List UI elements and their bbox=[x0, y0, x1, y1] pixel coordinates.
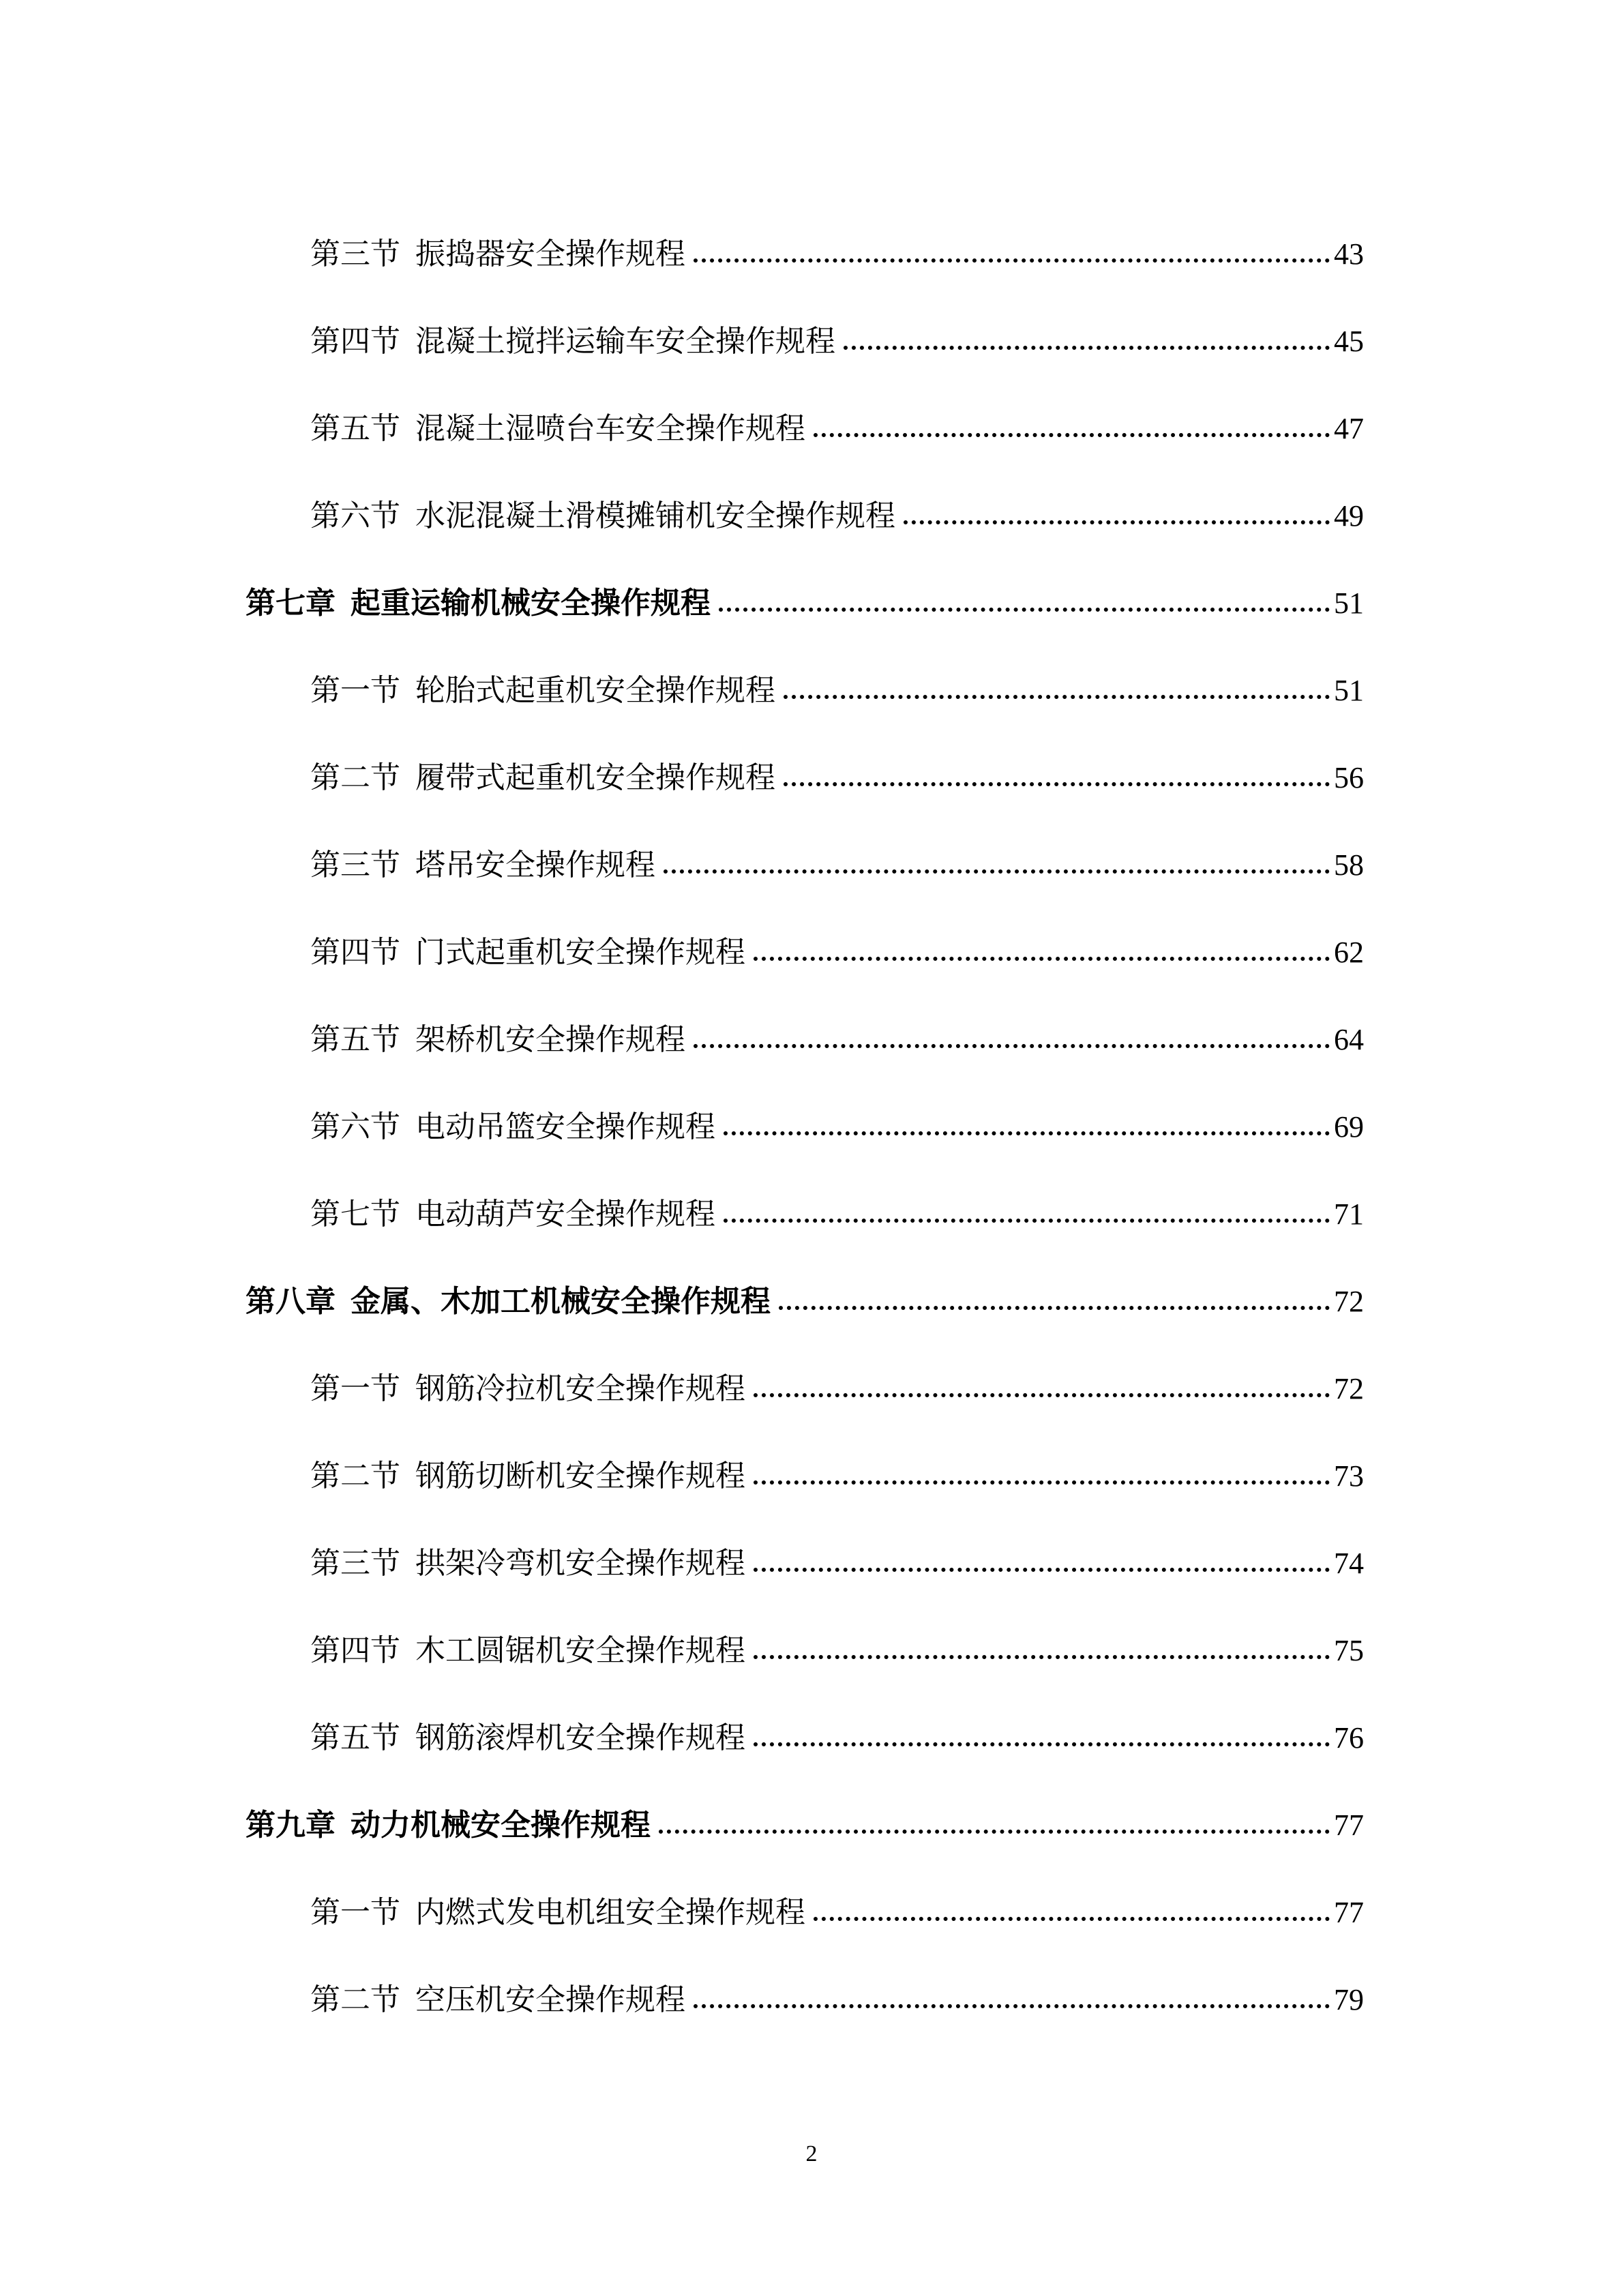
toc-entry-page: 71 bbox=[1334, 1197, 1364, 1231]
dot-leader bbox=[694, 258, 1330, 263]
dot-leader bbox=[724, 1131, 1330, 1135]
toc-entry-number: 第四节 bbox=[310, 1633, 400, 1668]
toc-entry[interactable] bbox=[310, 1973, 1364, 2027]
toc-entry-title: 拱架冷弯机安全操作规程 bbox=[415, 1546, 745, 1581]
dot-leader bbox=[814, 1917, 1330, 1921]
toc-entry[interactable] bbox=[310, 1362, 1364, 1416]
toc-entry-number: 第六节 bbox=[310, 498, 400, 533]
toc-entry-page: 77 bbox=[1334, 1896, 1364, 1929]
toc-entry[interactable] bbox=[310, 751, 1364, 805]
toc-entry-page: 69 bbox=[1334, 1110, 1364, 1144]
toc-entry-title: 内燃式发电机组安全操作规程 bbox=[415, 1895, 805, 1930]
toc-entry-title: 木工圆锯机安全操作规程 bbox=[415, 1633, 745, 1668]
toc-chapter-page: 77 bbox=[1334, 1808, 1364, 1842]
dot-leader bbox=[754, 1480, 1330, 1485]
toc-entry-title: 振捣器安全操作规程 bbox=[415, 237, 685, 271]
toc-entry-page: 51 bbox=[1334, 674, 1364, 707]
toc-entry-number: 第三节 bbox=[310, 848, 400, 882]
toc-entry-page: 45 bbox=[1334, 325, 1364, 358]
toc-chapter-page: 51 bbox=[1334, 586, 1364, 620]
dot-leader bbox=[754, 1568, 1330, 1572]
toc-entry[interactable] bbox=[310, 1449, 1364, 1504]
page-number: 2 bbox=[805, 2141, 818, 2166]
toc-entry-page: 47 bbox=[1334, 412, 1364, 445]
toc-entry-title: 架桥机安全操作规程 bbox=[415, 1022, 685, 1057]
toc-entry-page: 75 bbox=[1334, 1634, 1364, 1667]
toc-entry-title: 电动吊篮安全操作规程 bbox=[415, 1109, 715, 1144]
dot-leader bbox=[754, 1393, 1330, 1397]
dot-leader bbox=[694, 2004, 1330, 2008]
dot-leader bbox=[754, 1742, 1330, 1746]
toc-entry-title: 轮胎式起重机安全操作规程 bbox=[415, 673, 775, 708]
toc-entry-title: 钢筋切断机安全操作规程 bbox=[415, 1459, 745, 1493]
toc-entry[interactable] bbox=[310, 1536, 1364, 1591]
toc-entry-number: 第三节 bbox=[310, 1546, 400, 1581]
toc-entry[interactable] bbox=[310, 1187, 1364, 1242]
toc-entry[interactable] bbox=[310, 402, 1364, 456]
toc-entry-title: 门式起重机安全操作规程 bbox=[415, 935, 745, 970]
dot-leader bbox=[784, 782, 1330, 786]
toc-entry[interactable] bbox=[310, 1624, 1364, 1678]
toc-entry-number: 第四节 bbox=[310, 324, 400, 359]
dot-leader bbox=[779, 1306, 1330, 1310]
toc-entry-title: 水泥混凝土滑模摊铺机安全操作规程 bbox=[415, 498, 895, 533]
toc-entry[interactable] bbox=[310, 227, 1364, 282]
toc-chapter-title: 起重运输机械安全操作规程 bbox=[351, 586, 711, 621]
toc-entry-page: 73 bbox=[1334, 1459, 1364, 1493]
dot-leader bbox=[844, 346, 1330, 350]
toc-entry-page: 58 bbox=[1334, 848, 1364, 882]
dot-leader bbox=[754, 1655, 1330, 1659]
toc-entry-number: 第五节 bbox=[310, 1720, 400, 1755]
toc-entry-number: 第二节 bbox=[310, 760, 400, 795]
toc-entry[interactable] bbox=[310, 1711, 1364, 1765]
toc-entry-page: 64 bbox=[1334, 1023, 1364, 1056]
toc-chapter-page: 72 bbox=[1334, 1285, 1364, 1318]
toc-entry-page: 74 bbox=[1334, 1547, 1364, 1580]
toc-entry-title: 电动葫芦安全操作规程 bbox=[415, 1197, 715, 1232]
toc-entry-number: 第一节 bbox=[310, 673, 400, 708]
toc-entry-page: 72 bbox=[1334, 1372, 1364, 1405]
toc-entry-page: 56 bbox=[1334, 761, 1364, 794]
toc-entry-page: 76 bbox=[1334, 1721, 1364, 1755]
toc-entry[interactable] bbox=[310, 1100, 1364, 1154]
toc-entry-number: 第三节 bbox=[310, 237, 400, 271]
toc-entry-number: 第六节 bbox=[310, 1109, 400, 1144]
toc-entry-title: 混凝土湿喷台车安全操作规程 bbox=[415, 411, 805, 446]
toc-entry-title: 混凝土搅拌运输车安全操作规程 bbox=[415, 324, 835, 359]
toc-entry-number: 第二节 bbox=[310, 1459, 400, 1493]
toc-chapter-number: 第八章 bbox=[245, 1284, 336, 1319]
toc-chapter-title: 金属、木加工机械安全操作规程 bbox=[351, 1284, 771, 1319]
toc-entry-number: 第一节 bbox=[310, 1371, 400, 1406]
toc-entry-number: 第五节 bbox=[310, 1022, 400, 1057]
toc-entry-number: 第四节 bbox=[310, 935, 400, 970]
toc-entry-number: 第五节 bbox=[310, 411, 400, 446]
toc-entry-number: 第七节 bbox=[310, 1197, 400, 1232]
toc-entry-page: 49 bbox=[1334, 499, 1364, 533]
dot-leader bbox=[904, 520, 1330, 524]
toc-entry[interactable] bbox=[310, 489, 1364, 543]
dot-leader bbox=[694, 1044, 1330, 1048]
toc-entry-number: 第一节 bbox=[310, 1895, 400, 1930]
toc-chapter-number: 第七章 bbox=[245, 586, 336, 621]
toc-entry[interactable] bbox=[310, 314, 1364, 369]
toc-entry-title: 钢筋滚焊机安全操作规程 bbox=[415, 1720, 745, 1755]
toc-entry[interactable] bbox=[310, 925, 1364, 980]
toc-entry-title: 塔吊安全操作规程 bbox=[415, 848, 655, 882]
toc-entry-title: 履带式起重机安全操作规程 bbox=[415, 760, 775, 795]
toc-chapter-entry[interactable] bbox=[245, 1798, 1364, 1853]
dot-leader bbox=[719, 608, 1330, 612]
toc-chapter-title: 动力机械安全操作规程 bbox=[351, 1808, 651, 1843]
toc-entry-title: 钢筋冷拉机安全操作规程 bbox=[415, 1371, 745, 1406]
toc-entry-page: 79 bbox=[1334, 1983, 1364, 2016]
dot-leader bbox=[814, 433, 1330, 437]
dot-leader bbox=[659, 1830, 1330, 1834]
dot-leader bbox=[724, 1219, 1330, 1223]
toc-entry-page: 62 bbox=[1334, 936, 1364, 969]
toc-entry-page: 43 bbox=[1334, 237, 1364, 271]
toc-chapter-entry[interactable] bbox=[245, 576, 1364, 631]
toc-entry[interactable] bbox=[310, 1013, 1364, 1067]
dot-leader bbox=[784, 695, 1330, 699]
dot-leader bbox=[754, 957, 1330, 961]
toc-entry-title: 空压机安全操作规程 bbox=[415, 1982, 685, 2017]
toc-entry[interactable] bbox=[310, 664, 1364, 718]
toc-entry-number: 第二节 bbox=[310, 1982, 400, 2017]
toc-chapter-entry[interactable] bbox=[245, 1274, 1364, 1329]
toc-entry[interactable] bbox=[310, 1885, 1364, 1940]
dot-leader bbox=[664, 869, 1330, 874]
toc-entry[interactable] bbox=[310, 838, 1364, 893]
toc-chapter-number: 第九章 bbox=[245, 1808, 336, 1843]
